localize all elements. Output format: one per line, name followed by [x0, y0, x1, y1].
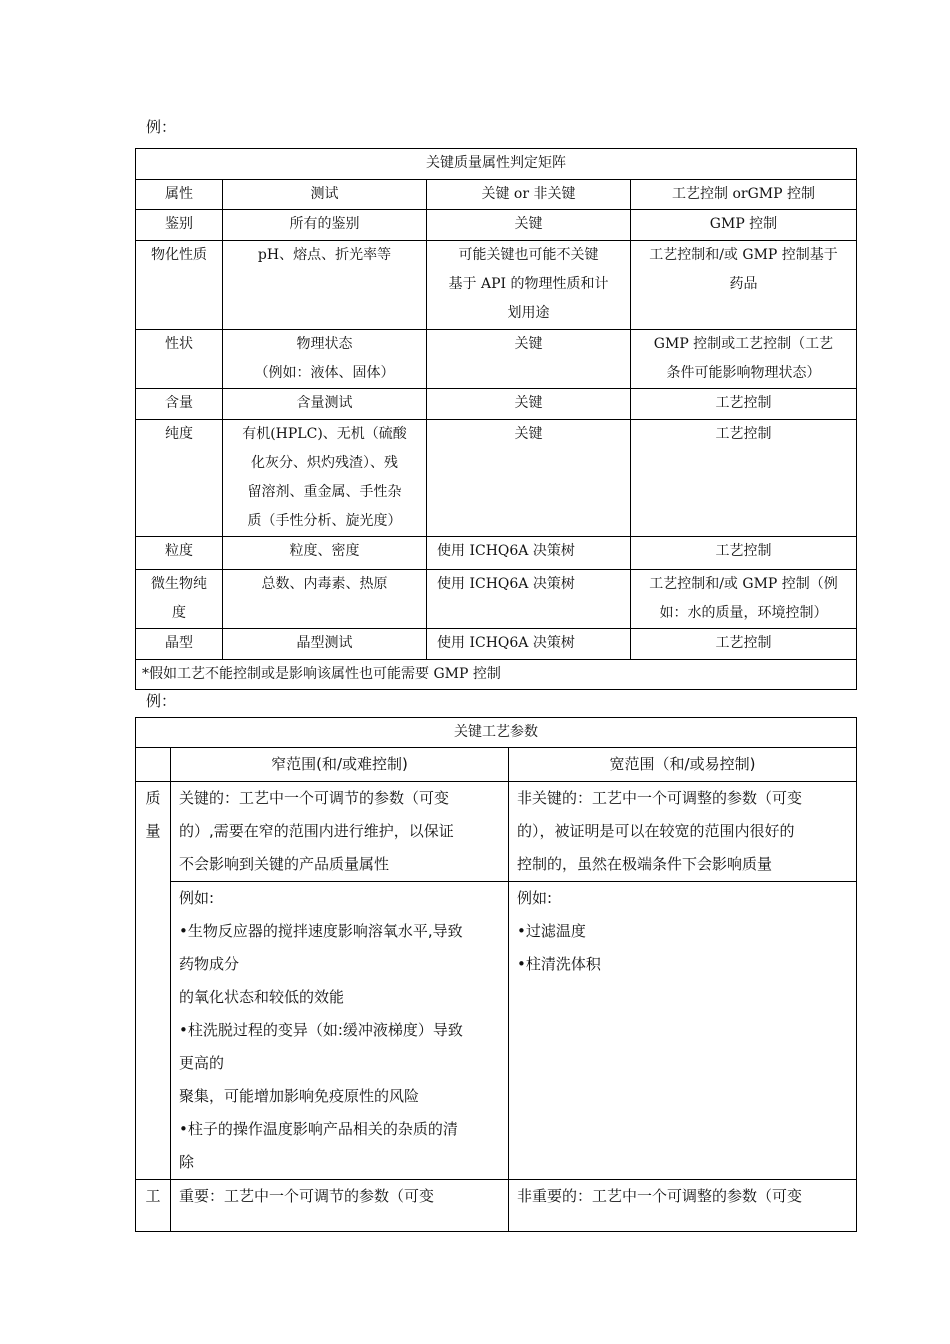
nonimportant-definition-cell: 非重要的：工艺中一个可调整的参数（可变: [509, 1180, 857, 1232]
process-row-label: 工: [136, 1180, 171, 1232]
cqa-row: [136, 210, 857, 241]
attribute-cell: 粒度: [136, 537, 223, 570]
critical-cell: 使用 ICHQ6A 决策树: [427, 629, 631, 660]
important-definition-cell: 重要：工艺中一个可调节的参数（可变: [171, 1180, 509, 1232]
test-cell: pH、熔点、折光率等: [223, 241, 427, 330]
critical-cell: 可能关键也可能不关键 基于 API 的物理性质和计 划用途: [427, 241, 631, 330]
cqa-row: [136, 420, 857, 537]
cqa-row: [136, 570, 857, 629]
header-control: 工艺控制 orGMP 控制: [631, 180, 857, 210]
control-cell: 工艺控制: [631, 420, 857, 537]
control-cell: 工艺控制: [631, 537, 857, 570]
attribute-cell: 微生物纯 度: [136, 570, 223, 629]
header-attribute: 属性: [136, 180, 223, 210]
header-wide-range: 宽范围（和/或易控制): [509, 748, 857, 782]
process-row: [136, 1180, 857, 1232]
critical-cell: 关键: [427, 330, 631, 389]
critical-cell: 关键: [427, 210, 631, 241]
critical-cell: 使用 ICHQ6A 决策树: [427, 537, 631, 570]
critical-definition-cell: 关键的：工艺中一个可调节的参数（可变 的）,需要在窄的范围内进行维护，以保证 不会影响到关键的产品质量属性: [171, 782, 509, 882]
critical-cell: 使用 ICHQ6A 决策树: [427, 570, 631, 629]
control-cell: 工艺控制和/或 GMP 控制（例 如：水的质量，环境控制）: [631, 570, 857, 629]
critical-cell: 关键: [427, 389, 631, 420]
test-cell: 晶型测试: [223, 629, 427, 660]
attribute-cell: 纯度: [136, 420, 223, 537]
cqa-row: [136, 330, 857, 389]
cpp-table: [135, 717, 857, 1232]
cqa-header-row: [136, 180, 857, 210]
cpp-header-empty: [136, 748, 171, 782]
critical-examples-cell: 例如: •生物反应器的搅拌速度影响溶氧水平,导致 药物成分 的氧化状态和较低的效能 •柱洗脱过程的变异（如:缓冲液梯度）导致 更高的 聚集，可能增加影响免疫原性的风险 •柱子的操作温度影响产品相关的杂质的清 除: [171, 882, 509, 1180]
cpp-header-row: [136, 748, 857, 782]
test-cell: 总数、内毒素、热原: [223, 570, 427, 629]
attribute-cell: 物化性质: [136, 241, 223, 330]
cpp-table-title: 关键工艺参数: [136, 718, 857, 748]
quality-row-label: 质 量: [136, 782, 171, 1180]
attribute-cell: 鉴别: [136, 210, 223, 241]
cqa-footnote: *假如工艺不能控制或是影响该属性也可能需要 GMP 控制: [136, 660, 857, 690]
example-label: 例：: [146, 692, 177, 710]
control-cell: GMP 控制: [631, 210, 857, 241]
cqa-row: [136, 629, 857, 660]
header-narrow-range: 窄范围(和/或难控制): [171, 748, 509, 782]
header-critical: 关键 or 非关键: [427, 180, 631, 210]
control-cell: 工艺控制: [631, 389, 857, 420]
cqa-table-title: 关键质量属性判定矩阵: [136, 149, 857, 180]
quality-definition-row: [136, 782, 857, 882]
noncritical-examples-cell: 例如: •过滤温度 •柱清洗体积: [509, 882, 857, 1180]
control-cell: 工艺控制和/或 GMP 控制基于 药品: [631, 241, 857, 330]
test-cell: 物理状态 （例如：液体、固体）: [223, 330, 427, 389]
cqa-row: [136, 241, 857, 330]
cqa-matrix-table: [135, 148, 857, 690]
test-cell: 所有的鉴别: [223, 210, 427, 241]
test-cell: 有机(HPLC)、无机（硫酸 化灰分、炽灼残渣）、残 留溶剂、重金属、手性杂 质（手性分析、旋光度）: [223, 420, 427, 537]
quality-examples-row: [136, 882, 857, 1180]
cqa-row: [136, 537, 857, 570]
noncritical-definition-cell: 非关键的：工艺中一个可调整的参数（可变 的），被证明是可以在较宽的范围内很好的 控制的，虽然在极端条件下会影响质量: [509, 782, 857, 882]
attribute-cell: 含量: [136, 389, 223, 420]
control-cell: GMP 控制或工艺控制（工艺 条件可能影响物理状态）: [631, 330, 857, 389]
attribute-cell: 性状: [136, 330, 223, 389]
attribute-cell: 晶型: [136, 629, 223, 660]
critical-cell: 关键: [427, 420, 631, 537]
control-cell: 工艺控制: [631, 629, 857, 660]
example-label: 例：: [146, 118, 177, 136]
test-cell: 粒度、密度: [223, 537, 427, 570]
test-cell: 含量测试: [223, 389, 427, 420]
header-test: 测试: [223, 180, 427, 210]
cqa-row: [136, 389, 857, 420]
